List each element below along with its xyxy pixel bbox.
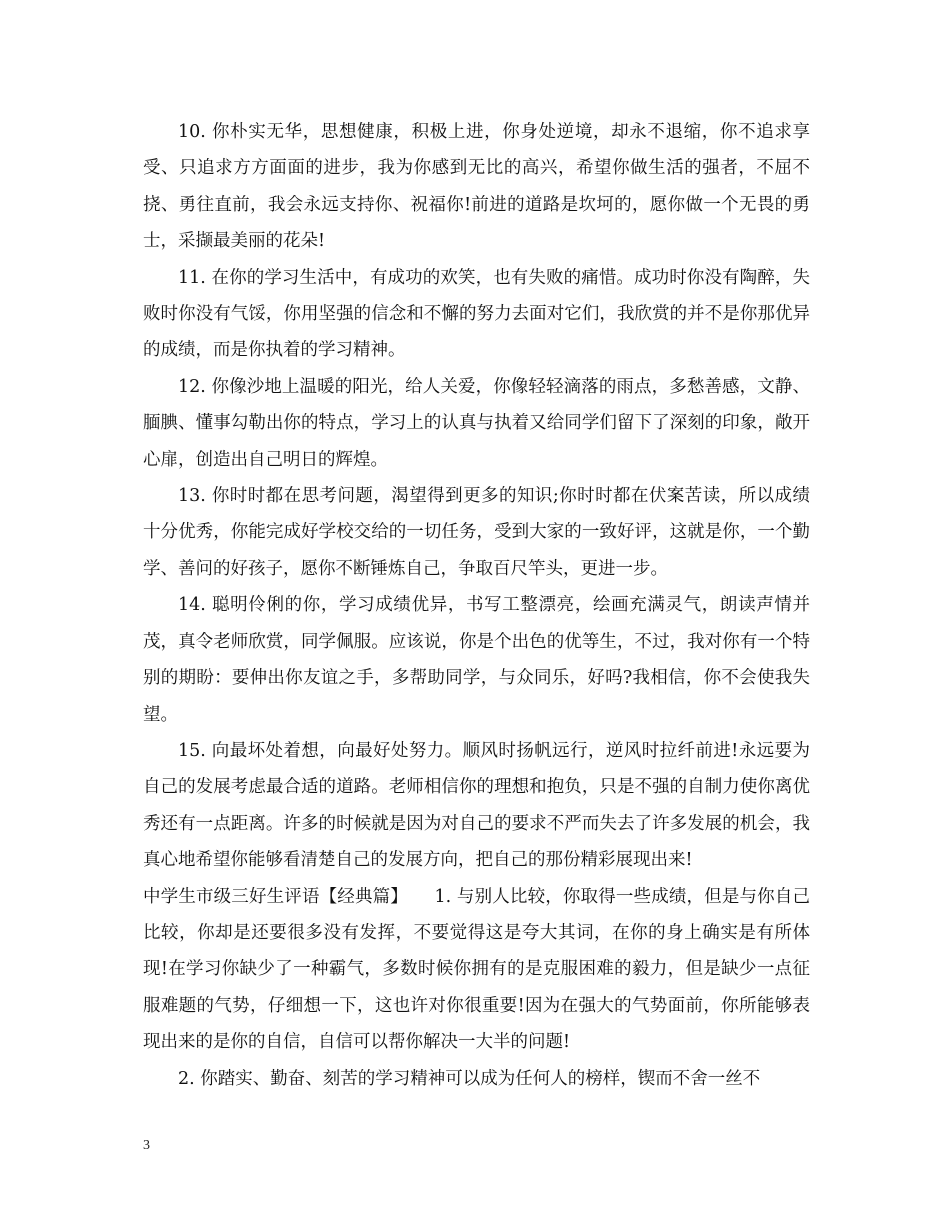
paragraph-14: 14. 聪明伶俐的你，学习成绩优异，书写工整漂亮，绘画充满灵气，朗读声情并茂，真令老师欣赏，同学佩服。应该说，你是个出色的优等生，不过，我对你有一个特别的期盼：要伸出你友谊之手，多帮助同学，与众同乐，好吗?我相信，你不会使我失望。 [143,595,810,725]
paragraph-13: 13. 你时时都在思考问题，渴望得到更多的知识;你时时都在伏案苦读，所以成绩十分优秀，你能完成好学校交给的一切任务，受到大家的一致好评，这就是你，一个勤学、善问的好孩子，愿你不断锤炼自己，争取百尺竿头，更进一步。 [143,486,810,579]
paragraph-15: 15. 向最坏处着想，向最好处努力。顺风时扬帆远行，逆风时拉纤前进!永远要为自己的发展考虑最合适的道路。老师相信你的理想和抱负，只是不强的自制力使你离优秀还有一点距离。许多的时候就是因为对自己的要求不严而失去了许多发展的机会，我真心地希望你能够看清楚自己的发展方向，把自己的那份精彩展现出来! [143,740,810,871]
body-text [143,114,810,1097]
page-number: 3 [143,1138,150,1153]
paragraph-2: 2. 你踏实、勤奋、刻苦的学习精神可以成为任何人的榜样，锲而不舍一丝不 [178,1068,761,1089]
paragraph-11: 11. 在你的学习生活中，有成功的欢笑，也有失败的痛惜。成功时你没有陶醉，失败时你没有气馁，你用坚强的信念和不懈的努力去面对它们，我欣赏的并不是你那优异的成绩，而是你执着的学习精神。 [143,267,810,361]
paragraph-12: 12. 你像沙地上温暖的阳光，给人关爱，你像轻轻滴落的雨点，多愁善感，文静、腼腆、懂事勾勒出你的特点，学习上的认真与执着又给同学们留下了深刻的印象，敞开心扉，创造出自己明日的辉煌。 [143,376,810,470]
section-heading-paragraph: 中学生市级三好生评语【经典篇】 1. 与别人比较，你取得一些成绩，但是与你自己比较，你却是还要很多没有发挥，不要觉得这是夸大其词，在你的身上确实是有所体现!在学习你缺少了一种霸气，多数时候你拥有的是克服困难的毅力，但是缺少一点征服难题的气势，仔细想一下，这也许对你很重要!因为在强大的气势面前，你所能够表现出来的是你的自信，自信可以帮你解决一大半的问题! [143,886,810,1053]
paragraph-10: 10. 你朴实无华，思想健康，积极上进，你身处逆境，却永不退缩，你不追求享受、只追求方方面面的进步，我为你感到无比的高兴，希望你做生活的强者，不屈不挠、勇往直前，我会永远支持你、祝福你!前进的道路是坎坷的，愿你做一个无畏的勇士，采撷最美丽的花朵! [143,122,810,252]
